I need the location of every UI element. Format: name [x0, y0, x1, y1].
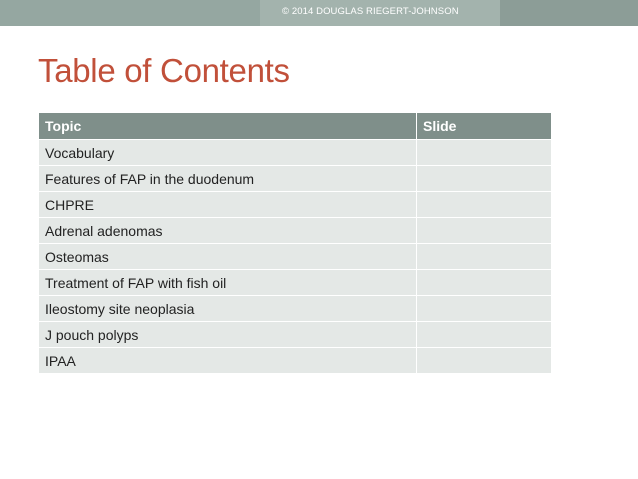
- slide-cell: [417, 192, 552, 218]
- topic-cell: Features of FAP in the duodenum: [39, 166, 417, 192]
- topic-cell: Ileostomy site neoplasia: [39, 296, 417, 322]
- slide-cell: [417, 296, 552, 322]
- copyright-notice: © 2014 DOUGLAS RIEGERT-JOHNSON: [282, 6, 459, 17]
- topic-cell: Osteomas: [39, 244, 417, 270]
- slide-cell: [417, 322, 552, 348]
- table-row: [39, 244, 552, 270]
- slide-cell: [417, 270, 552, 296]
- topic-cell: IPAA: [39, 348, 417, 374]
- table-header-row: [39, 113, 552, 140]
- table-row: [39, 166, 552, 192]
- topic-cell: Vocabulary: [39, 140, 417, 166]
- slide-cell: [417, 244, 552, 270]
- page-title: Table of Contents: [38, 52, 290, 89]
- slide-cell: [417, 348, 552, 374]
- table-row: [39, 270, 552, 296]
- slide-cell: [417, 166, 552, 192]
- table-row: [39, 296, 552, 322]
- slide-cell: [417, 140, 552, 166]
- slide-cell: [417, 218, 552, 244]
- table-row: [39, 218, 552, 244]
- topic-cell: J pouch polyps: [39, 322, 417, 348]
- topic-cell: CHPRE: [39, 192, 417, 218]
- table-row: [39, 322, 552, 348]
- column-header-topic: Topic: [39, 113, 417, 140]
- header-bar: [0, 0, 638, 26]
- contents-table: [38, 112, 552, 374]
- table-row: [39, 348, 552, 374]
- table-row: [39, 192, 552, 218]
- header-stripe-left: [0, 0, 260, 26]
- topic-cell: Treatment of FAP with fish oil: [39, 270, 417, 296]
- header-stripe-right: [500, 0, 638, 26]
- table-row: [39, 140, 552, 166]
- column-header-slide: Slide: [417, 113, 552, 140]
- topic-cell: Adrenal adenomas: [39, 218, 417, 244]
